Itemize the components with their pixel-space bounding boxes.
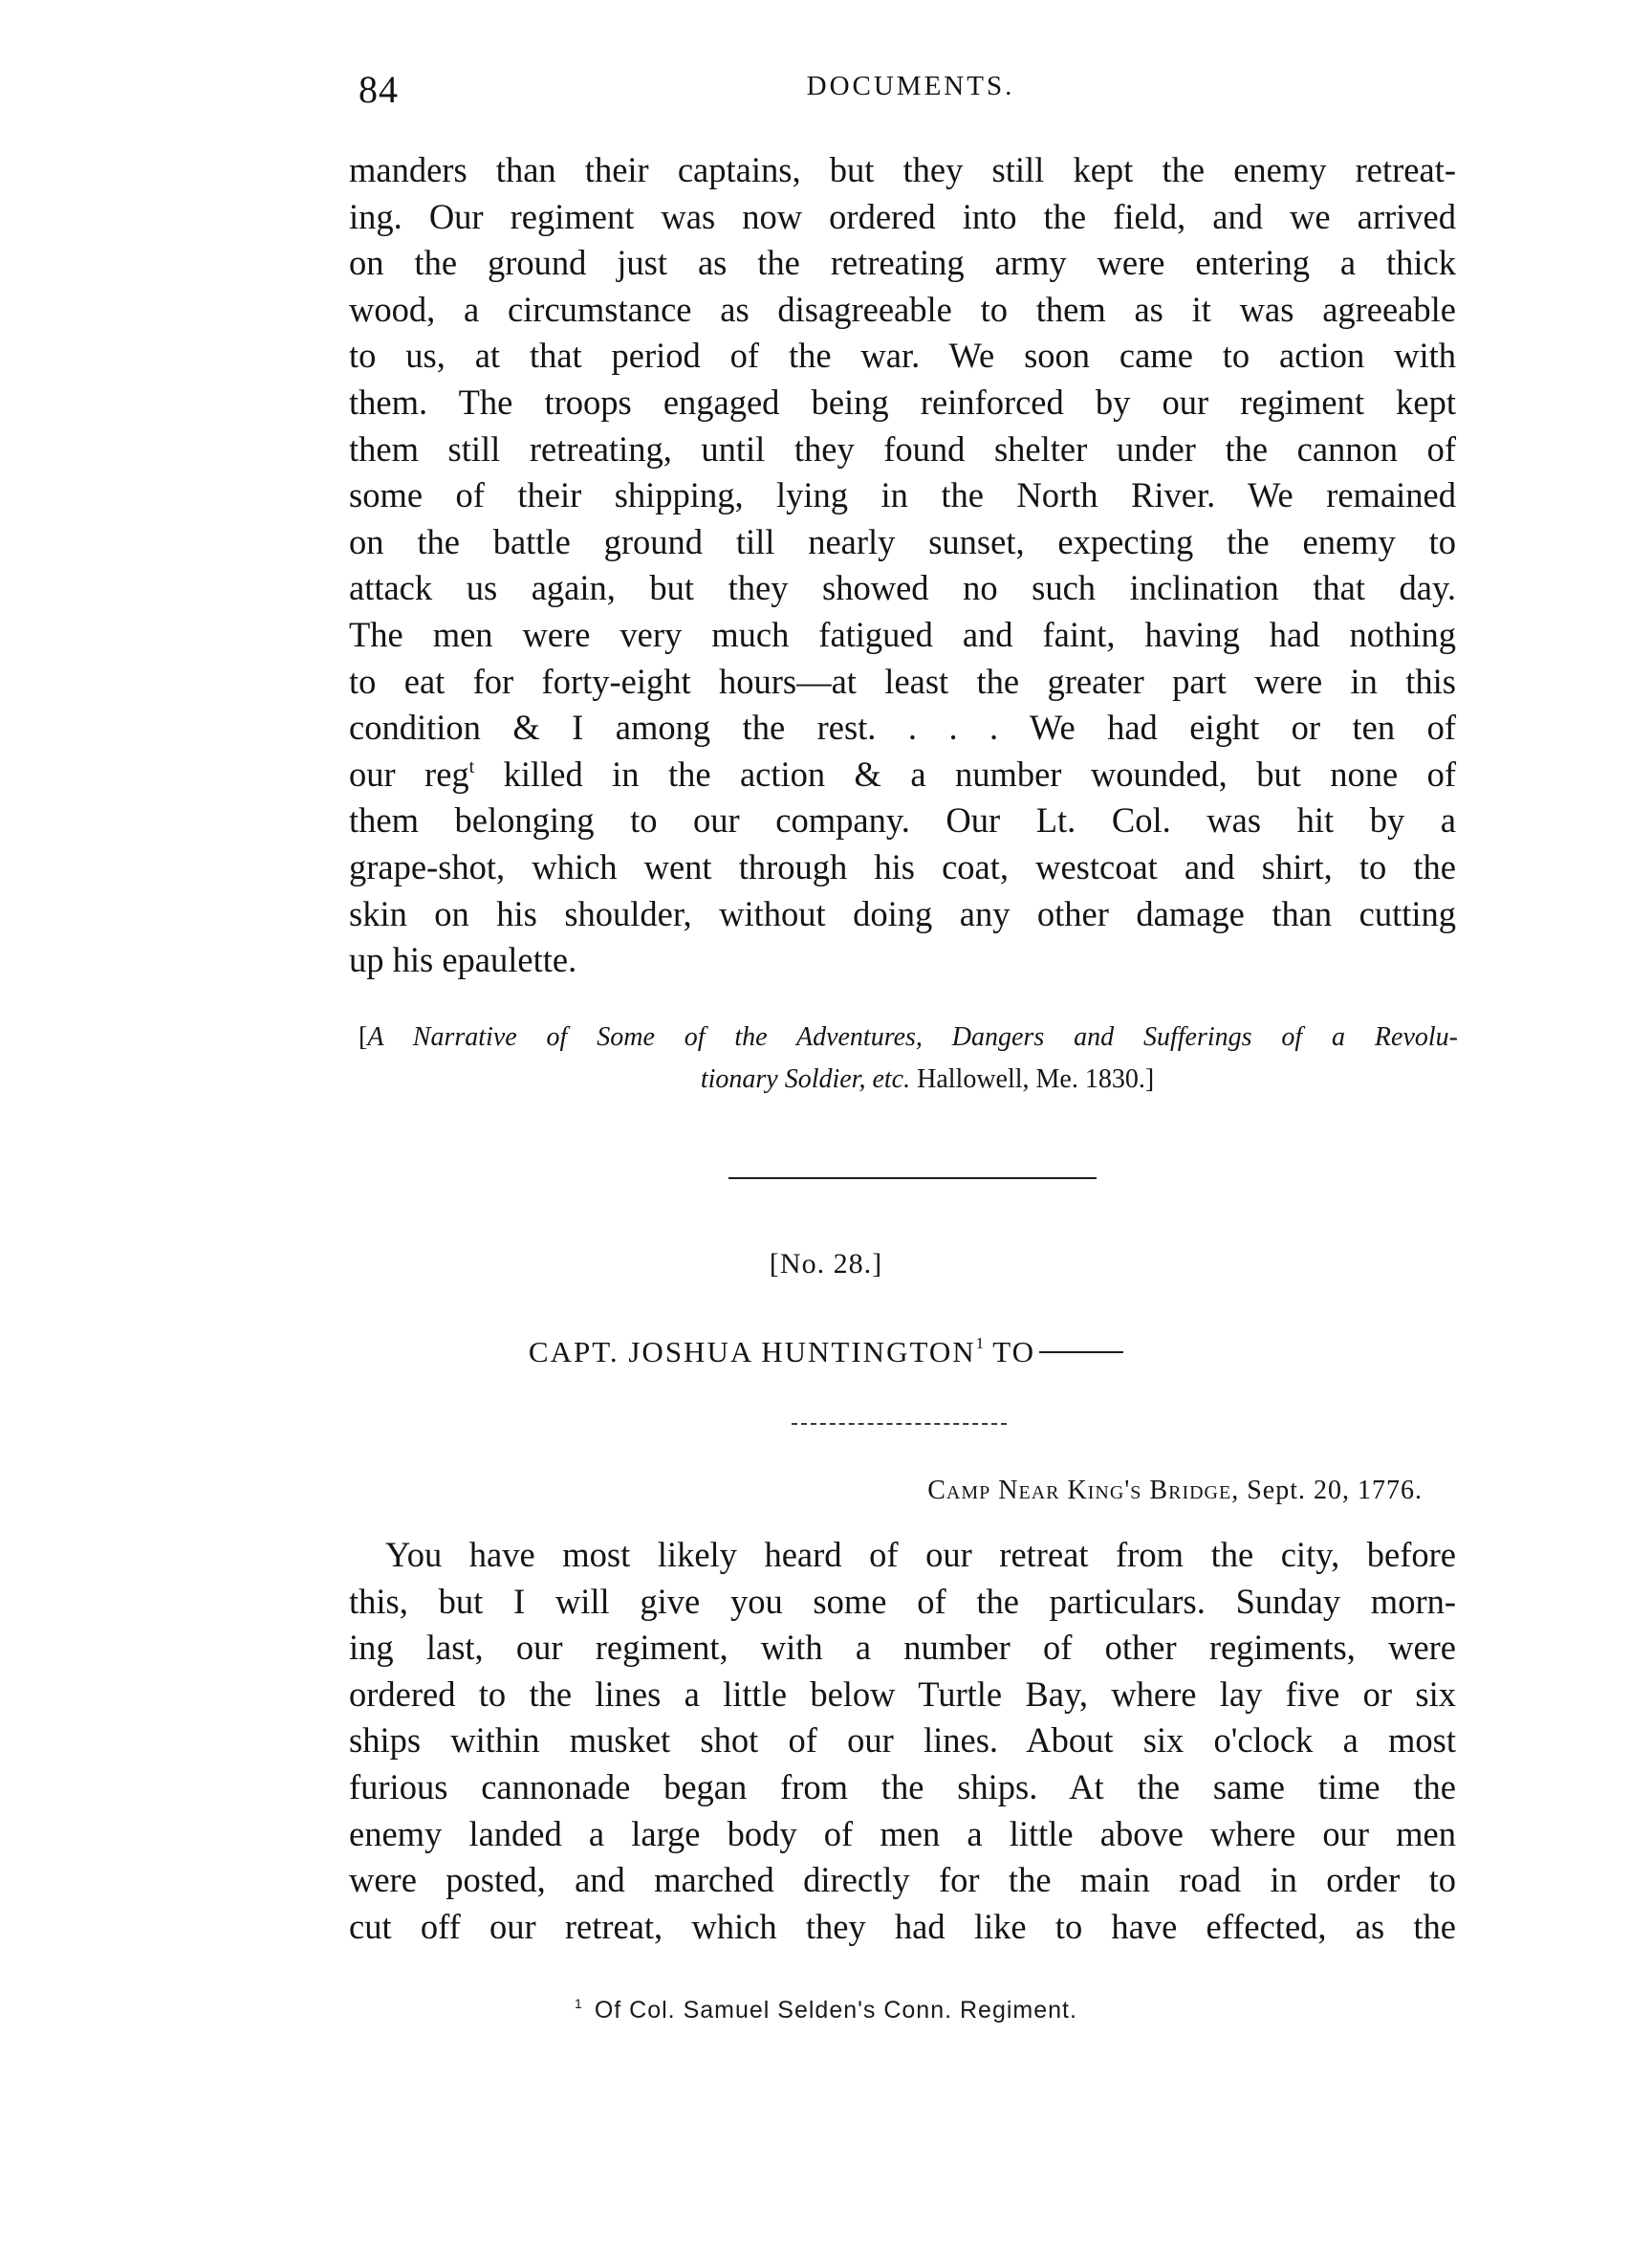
document-number: [No. 28.]	[769, 1248, 883, 1280]
document-title-to: TO	[984, 1335, 1036, 1368]
text-line: ing last, our regiment, with a number of other regiments, were	[349, 1628, 1456, 1668]
abbreviation-superscript: t	[468, 755, 475, 777]
text-line: furious cannonade began from the ships. At the same time the	[349, 1766, 1456, 1806]
text-line: on the ground just as the retreating army were entering a thick	[349, 243, 1456, 283]
dateline	[927, 1476, 1423, 1506]
text-line: enemy landed a large body of men a little above where our men	[349, 1813, 1456, 1853]
text-line: condition & I among the rest. . . . We had eight or ten of	[349, 708, 1456, 748]
footnote	[0, 1996, 1652, 2024]
running-title: DOCUMENTS.	[806, 71, 1015, 101]
footnote-reference: 1	[975, 1334, 985, 1352]
text-line: to eat for forty-eight hours—at least the greater part were in this	[349, 661, 1456, 701]
citation-title: A Narrative of Some of the Adventures, Dangers and Sufferings of a Revolu-	[367, 1022, 1458, 1052]
text-line: them still retreating, until they found shelter under the cannon of	[349, 428, 1456, 469]
footnote-text: Of Col. Samuel Selden's Conn. Regiment.	[594, 1997, 1077, 2024]
text-line: wood, a circumstance as disagreeable to them as it was agreeable	[349, 289, 1456, 329]
document-title	[0, 1334, 1652, 1369]
citation-title-continued: tionary Soldier, etc.	[700, 1064, 911, 1094]
text-line: up his epaulette.	[349, 940, 577, 980]
section-divider	[728, 1177, 1097, 1179]
footnote-marker: 1	[575, 1996, 583, 2011]
citation-line	[359, 1059, 1458, 1101]
text-line: were posted, and marched directly for the main road in order to	[349, 1860, 1456, 1900]
text-line: You have most likely heard of our retreat from the city, before	[385, 1535, 1456, 1574]
text-line: skin on his shoulder, without doing any other damage than cutting	[349, 893, 1456, 933]
page-number: 84	[359, 68, 399, 111]
citation-line	[359, 1017, 1458, 1059]
text-fragment: killed in the action & a number wounded, but none of	[474, 754, 1456, 794]
text-line: ships within musket shot of our lines. About six o'clock a most	[349, 1720, 1456, 1761]
dateline-place: Camp Near King's Bridge,	[927, 1476, 1240, 1505]
title-divider	[792, 1423, 1007, 1425]
text-line: them. The troops engaged being reinforced by our regiment kept	[349, 382, 1456, 422]
text-line: The men were very much fatigued and faint, having had nothing	[349, 614, 1456, 654]
text-line: ordered to the lines a little below Turtle Bay, where lay five or six	[349, 1674, 1456, 1714]
text-line: some of their shipping, lying in the North River. We remained	[349, 475, 1456, 515]
dateline-date: Sept. 20, 1776.	[1239, 1476, 1423, 1505]
recipient-dash	[1039, 1351, 1123, 1353]
text-line: grape-shot, which went through his coat, westcoat and shirt, to the	[349, 846, 1456, 886]
body-text-letter	[349, 1532, 1456, 1950]
source-citation	[359, 1017, 1458, 1101]
text-line: to us, at that period of the war. We soon came to action with	[349, 336, 1456, 376]
text-line: attack us again, but they showed no such inclination that day.	[349, 568, 1456, 608]
citation-bracket: [	[359, 1022, 368, 1052]
document-title-text: CAPT. JOSHUA HUNTINGTON	[528, 1335, 976, 1368]
text-line: manders than their captains, but they still kept the enemy retreat-	[349, 150, 1456, 189]
running-head	[359, 67, 1463, 115]
text-line: on the battle ground till nearly sunset, expecting the enemy to	[349, 521, 1456, 561]
text-line: ing. Our regiment was now ordered into the field, and we arrived	[349, 196, 1456, 236]
text-fragment: our reg	[349, 754, 469, 794]
text-line: this, but I will give you some of the particulars. Sunday morn-	[349, 1581, 1456, 1621]
text-line: them belonging to our company. Our Lt. Col. was hit by a	[349, 800, 1456, 841]
body-text-top	[349, 147, 1456, 984]
citation-imprint: Hallowell, Me. 1830.]	[910, 1064, 1155, 1094]
text-line: cut off our retreat, which they had like to have effected, as the	[349, 1906, 1456, 1946]
text-line-with-superscript	[349, 752, 1456, 799]
